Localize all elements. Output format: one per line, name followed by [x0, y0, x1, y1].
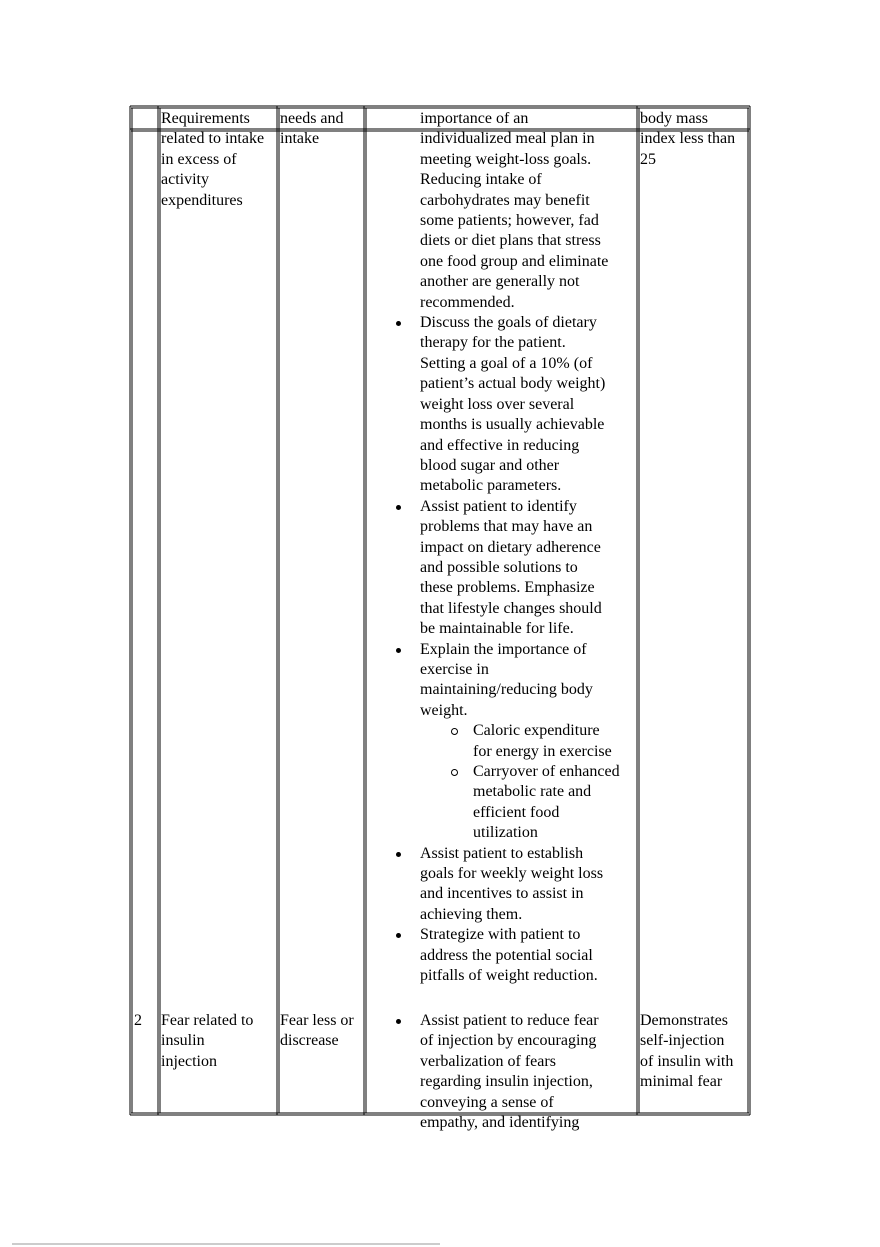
bullet-line: weight loss over several: [420, 395, 575, 413]
row1-goal-line: intake: [280, 130, 320, 148]
bullet-line: of injection by encouraging: [420, 1032, 597, 1050]
bullet-dot-icon: [396, 505, 401, 510]
sub-bullet-line: for energy in exercise: [473, 742, 612, 760]
bullet-dot-icon: [396, 321, 401, 326]
bullet-line: and incentives to assist in: [420, 885, 584, 903]
bullet-dot-icon: [396, 648, 401, 653]
bullet-line: address the potential social: [420, 946, 593, 964]
bullet-item: [392, 925, 620, 986]
row2-diagnosis-line: injection: [161, 1052, 217, 1070]
intro-line: another are generally not: [420, 273, 580, 291]
bullet-item: [392, 497, 620, 640]
row1-outcome-line: body mass: [640, 110, 708, 127]
row1-intro: [392, 109, 620, 313]
bullet-line: and possible solutions to: [420, 558, 578, 576]
hollow-circle-bullet-icon: [451, 769, 458, 776]
row1-diagnosis-line: activity: [161, 171, 209, 189]
hollow-circle-bullet-icon: [451, 728, 458, 735]
row2-interventions: [392, 1011, 599, 1133]
bullet-line: exercise in: [420, 660, 489, 678]
row2-diagnosis-line: Fear related to: [161, 1012, 254, 1029]
sub-bullet-line: metabolic rate and: [473, 783, 592, 801]
bullet-line: maintaining/reducing body: [420, 681, 593, 699]
bullet-line: therapy for the patient.: [420, 334, 566, 352]
sub-bullet-line: Caloric expenditure: [473, 722, 600, 740]
row1-diagnosis-line: related to intake: [161, 130, 265, 148]
row1-outcome-line: 25: [640, 150, 656, 168]
row2-outcome-line: of insulin with: [640, 1052, 734, 1070]
sub-bullet-item: [445, 762, 620, 844]
bullet-line: Discuss the goals of dietary: [420, 314, 597, 332]
intro-line: carbohydrates may benefit: [420, 191, 590, 209]
bullet-line: Setting a goal of a 10% (of: [420, 354, 593, 372]
bullet-line: these problems. Emphasize: [420, 579, 595, 597]
bullet-item: [392, 1011, 599, 1133]
bullet-line: problems that may have an: [420, 518, 593, 536]
bullet-line: conveying a sense of: [420, 1093, 554, 1111]
row1-outcome-line: index less than: [640, 130, 736, 148]
row1-diagnosis-line: in excess of: [161, 150, 237, 168]
bullet-line: Assist patient to reduce fear: [420, 1012, 599, 1029]
intro-line: Reducing intake of: [420, 171, 542, 189]
bullet-line: and effective in reducing: [420, 436, 580, 454]
intro-line: meeting weight-loss goals.: [420, 150, 592, 168]
row2-number: 2: [134, 1012, 142, 1029]
bullet-line: verbalization of fears: [420, 1052, 556, 1070]
bullet-line: empathy, and identifying: [420, 1114, 580, 1132]
row2-goal-line: Fear less or: [280, 1012, 354, 1029]
intro-line: recommended.: [420, 293, 515, 311]
bullet-line: months is usually achievable: [420, 416, 605, 434]
row1-interventions: [392, 109, 620, 986]
row2-outcome-line: minimal fear: [640, 1073, 723, 1091]
row1-goal: [280, 109, 344, 150]
bullet-line: metabolic parameters.: [420, 477, 562, 495]
row1-diagnosis-line: expenditures: [161, 191, 243, 209]
bullet-line: Assist patient to establish: [420, 844, 584, 862]
sub-bullet-line: efficient food: [473, 803, 560, 821]
bullet-item: [392, 844, 620, 926]
sub-bullet-line: utilization: [473, 824, 538, 842]
bullet-line: Explain the importance of: [420, 640, 587, 658]
row1-diagnosis-line: Requirements: [161, 110, 250, 127]
row2-diagnosis-line: insulin: [161, 1032, 205, 1050]
row1-goal-line: needs and: [280, 110, 344, 127]
intro-line: importance of an: [420, 110, 529, 127]
bullet-line: that lifestyle changes should: [420, 599, 602, 617]
row2-goal: [280, 1011, 354, 1052]
row2-bullet-list: [392, 1011, 599, 1133]
bullet-line: achieving them.: [420, 905, 523, 923]
sub-bullet-item: [445, 721, 620, 762]
row2-outcome: [640, 1011, 733, 1093]
bullet-line: regarding insulin injection,: [420, 1073, 593, 1091]
bullet-line: patient’s actual body weight): [420, 375, 606, 393]
bullet-line: impact on dietary adherence: [420, 538, 601, 556]
row1-outcome: [640, 109, 735, 170]
bullet-line: blood sugar and other: [420, 456, 560, 474]
row1-diagnosis: [161, 109, 264, 211]
sub-bullet-list: [445, 721, 620, 843]
bullet-line: Assist patient to identify: [420, 497, 577, 515]
intro-line: some patients; however, fad: [420, 212, 599, 230]
bullet-item: [392, 313, 620, 497]
bullet-line: pitfalls of weight reduction.: [420, 967, 598, 985]
row2-goal-line: discrease: [280, 1032, 339, 1050]
bullet-dot-icon: [396, 1019, 401, 1024]
bullet-line: weight.: [420, 701, 468, 719]
row2-outcome-line: self-injection: [640, 1032, 725, 1050]
bullet-line: be maintainable for life.: [420, 620, 574, 638]
row1-bullet-list: [392, 313, 620, 986]
row2-outcome-line: Demonstrates: [640, 1012, 728, 1029]
bullet-item: [392, 640, 620, 844]
bullet-line: Strategize with patient to: [420, 926, 581, 944]
sub-bullet-line: Carryover of enhanced: [473, 763, 620, 780]
bullet-dot-icon: [396, 933, 401, 938]
bullet-dot-icon: [396, 852, 401, 857]
intro-line: one food group and eliminate: [420, 252, 609, 270]
row2-diagnosis: [161, 1011, 253, 1072]
intro-line: diets or diet plans that stress: [420, 232, 601, 250]
bullet-line: goals for weekly weight loss: [420, 865, 604, 883]
intro-line: individualized meal plan in: [420, 130, 595, 148]
